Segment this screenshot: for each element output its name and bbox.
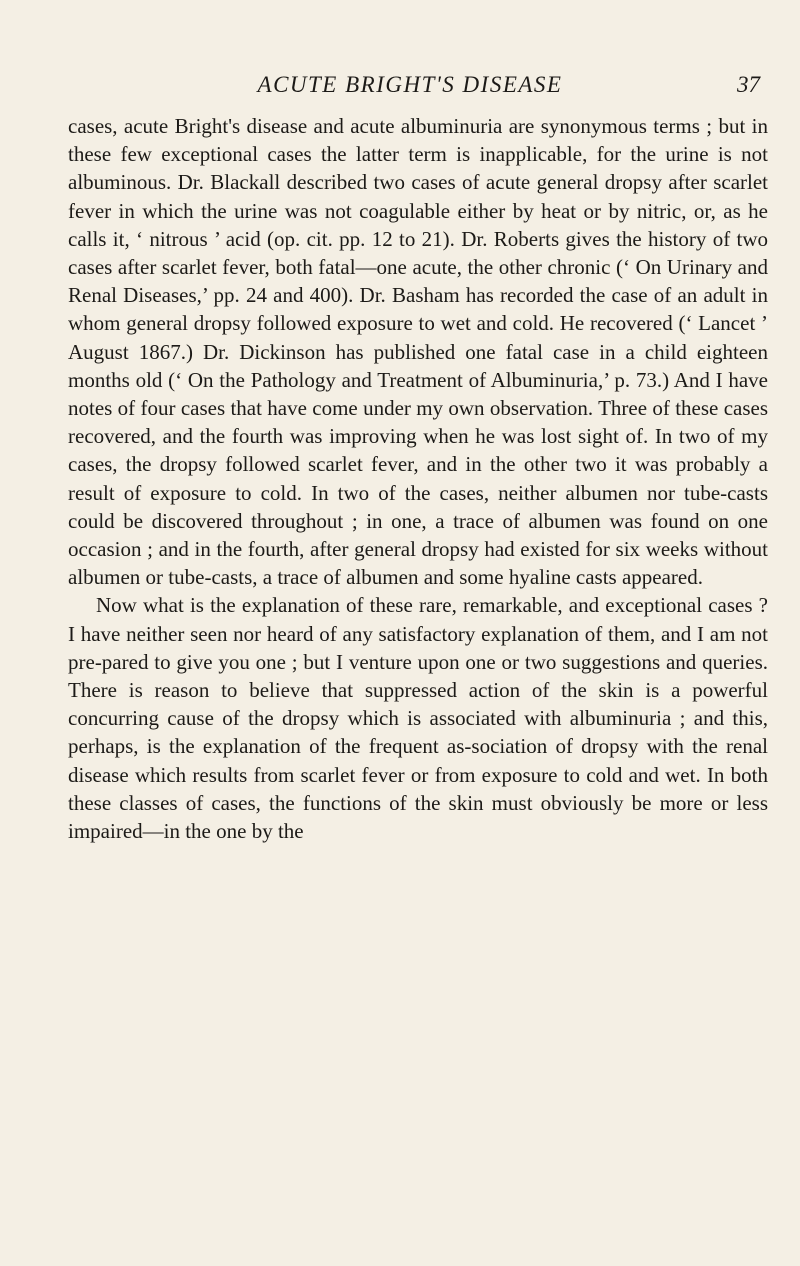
paragraph-continuation: cases, acute Bright's disease and acute albuminuria are synonymous terms ; but in these few exceptional cases the latter term is inapplicable, for the urine is not albuminous. Dr. Blackall described two cases of acute general dropsy after scarlet fever in which the urine was not coagulable either by heat or by nitric, or, as he calls it, ‘ nitrous ’ acid (op. cit. pp. 12 to 21). Dr. Roberts gives the history of two cases after scarlet fever, both fatal—one acute, the other chronic (‘ On Urinary and Renal Diseases,’ pp. 24 and 400). Dr. Basham has recorded the case of an adult in whom general dropsy followed exposure to wet and cold. He recovered (‘ Lancet ’ August 1867.) Dr. Dickinson has published one fatal case in a child eighteen months old (‘ On the Pathology and Treatment of Albuminuria,’ p. 73.) And I have notes of four cases that have come under my own observation. Three of these cases recovered, and the fourth was improving when he was lost sight of. In two of my cases, the dropsy followed scarlet fever, and in the other two it was probably a result of exposure to cold. In two of the cases, neither albumen nor tube-casts could be discovered throughout ; in one, a trace of albumen was found on one occasion ; and in the fourth, after general dropsy had existed for six weeks without albumen or tube-casts, a trace of albumen and some hyaline casts appeared. bbox=[68, 114, 768, 590]
body-text bbox=[68, 112, 768, 845]
paragraph-explanation: Now what is the explanation of these rare, remarkable, and exceptional cases ? I have neither seen nor heard of any satisfactory explanation of them, and I am not pre-pared to give you one ; but I venture upon one or two suggestions and queries. There is reason to believe that suppressed action of the skin is a powerful concurring cause of the dropsy which is associated with albuminuria ; and this, perhaps, is the explanation of the frequent as-sociation of dropsy with the renal disease which results from scarlet fever or from exposure to cold and wet. In both these classes of cases, the functions of the skin must obviously be more or less impaired—in the one by the bbox=[68, 593, 768, 844]
page-number: 37 bbox=[737, 72, 760, 97]
running-head bbox=[60, 72, 760, 102]
running-title: ACUTE BRIGHT'S DISEASE bbox=[257, 72, 563, 97]
